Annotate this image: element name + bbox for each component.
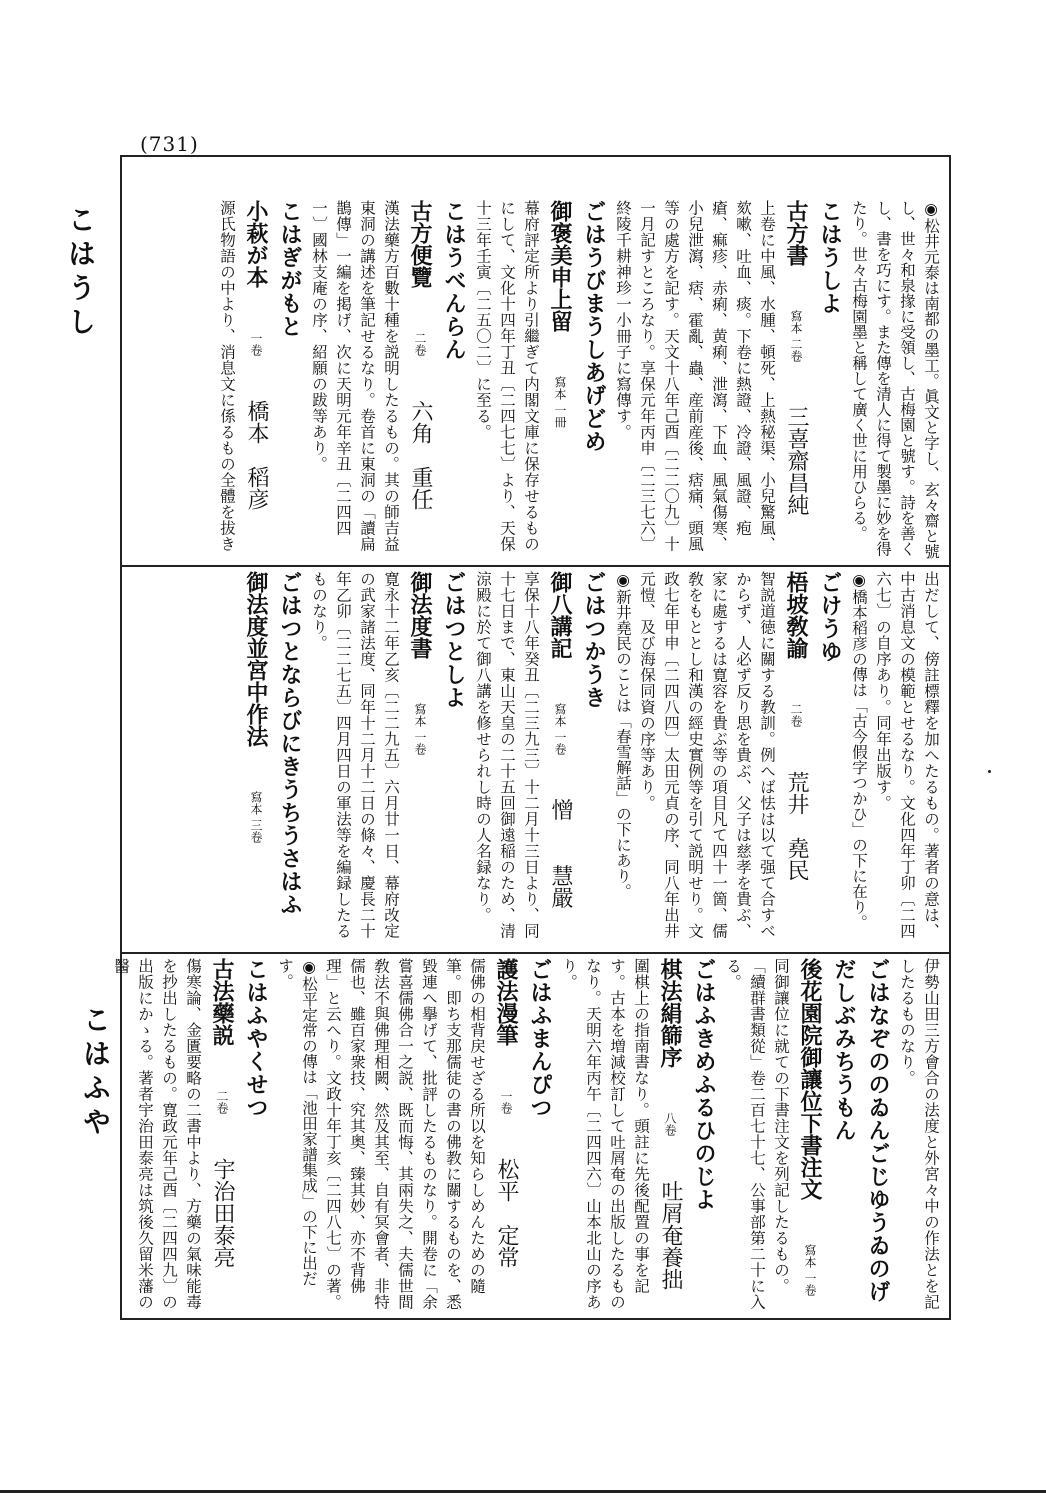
entry-author: 荒井 堯民 — [784, 771, 809, 881]
entry-reading: こはうべんらん — [441, 200, 467, 361]
entry-reading: ごはうびまうしあげどめ — [581, 200, 607, 453]
entry-title-line — [239, 571, 273, 947]
entry-volumes: 寫本 二卷 — [789, 310, 803, 362]
entry-title-line — [403, 571, 437, 947]
section-top — [128, 200, 943, 560]
biographical-note: ◉松井元泰は南都の墨工。眞文と字し、玄々齋と號し、世々和泉掾に受領し、古梅園と號す。詩を善くし、書を巧にす。また傳を清人に得て製墨に妙を得たり。世々古梅園墨と稱して廣く世に用ひらる。 — [850, 200, 940, 559]
entry-reading: ごはなぞののゐんごじゆうゐのげだしぶみちうもん — [831, 958, 891, 1303]
entry-reading: こはぎがもと — [277, 200, 303, 338]
entry-description: 寛永十二年乙亥〔二二九五〕六月廿一日、幕府改定の武家諸法度、同年十二月十二日の條々、慶長二十年乙卯〔二二七五〕四月四日の軍法等を編録したるものなり。 — [310, 571, 400, 939]
entry-title-line — [779, 571, 813, 947]
entry-description: 圍棋上の指南書なり。頭註に先後配置の事を記す。古本を増減校訂して吐屑奄の出版したるものなり。天明六年丙午〔二四四六〕山本北山の序あり。 — [560, 958, 650, 1310]
entry-volumes: 寫本 一卷 — [803, 1244, 817, 1296]
entry-title-line — [239, 200, 273, 560]
entry-author: 松平 定常 — [494, 1158, 519, 1268]
entry-title-line — [543, 200, 577, 560]
entry-title-line — [205, 958, 239, 1313]
entry-title: 御褒美申上留 — [547, 200, 573, 332]
entry-title-line — [489, 958, 523, 1313]
entry-title: 古法藥説 — [209, 958, 235, 1046]
entry-title-line — [653, 958, 687, 1313]
entry-description: 上卷に中風、水腫、頓死、上熱秘渠、小兒驚風、欬嗽、吐血、痰。下卷に熱證、冷證、風證、疱瘡、痲疹、赤痢、黄痢、泄瀉、下血、風氣傷寒、小兒泄瀉、痞、霍亂、蟲、産前産後、痞痛、頭風等の處方を記す。天文十八年己酉〔二二〇九〕十一月記すところなり。享保元年丙申〔二三七六〕終陵千耕神珍一小冊子に寫傳す。 — [614, 200, 776, 552]
section-top-text — [128, 200, 943, 560]
entry-title-line — [779, 200, 813, 560]
entry-title: 棋法絹篩序 — [657, 958, 683, 1068]
entry-title-line — [403, 200, 437, 560]
running-headword-bottom: こはふや — [79, 1005, 112, 1141]
entry-description: 源氏物語の中より、消息文に係るもの全體を拔き — [218, 200, 236, 552]
entry-author: 三喜齋昌純 — [784, 405, 809, 516]
bottom-rule — [0, 1490, 1046, 1493]
biographical-note: ◉新井堯民のことは「春雪解話」の下にあり。 — [614, 571, 632, 899]
speck-mark — [988, 770, 991, 773]
page-number: (731) — [140, 132, 199, 156]
entry-description: 享保十八年癸丑〔二三九三〕十二月十三日より、同十七日まで、東山天皇の二十五回御遠稲のため、清涼殿に於て御八講を修せられし時の人名録なり。 — [474, 571, 540, 939]
entry-title: 御法度並宮中作法 — [243, 571, 269, 747]
entry-reading: こはうしよ — [817, 200, 843, 315]
entry-author: 六角 重任 — [408, 400, 433, 510]
section-middle — [128, 571, 943, 947]
section-bottom — [112, 958, 943, 1313]
entry-author: 橋本 稻彦 — [244, 400, 269, 510]
entry-description: 伊勢山田三方會合の法度と外宮々中の作法とを記したるものなり。 — [898, 958, 940, 1310]
entry-volumes: 二卷 — [789, 703, 803, 727]
entry-reading: ごはふまんぴつ — [527, 958, 553, 1119]
section-divider-2 — [120, 952, 951, 954]
entry-title: 御法度書 — [407, 571, 433, 659]
entry-volumes: 二卷 — [413, 332, 427, 356]
entry-title: 後花園院御讓位下書注文 — [797, 958, 823, 1200]
entry-title-line — [793, 958, 827, 1313]
entry-title: 古方書 — [783, 200, 809, 266]
running-headword-top: こはうし — [64, 205, 97, 341]
entry-reading: ごけうゆ — [817, 571, 843, 663]
entry-volumes: 寫本 一卷 — [553, 703, 567, 755]
entry-description: 同御讓位に就ての下書注文を列記したるもの。「續群書類從」卷二百七十七、公事部第二十に入る。 — [724, 958, 790, 1310]
entry-volumes: 一卷 — [499, 1090, 513, 1114]
entry-description: 漢法藥方百數十種を説明したるもの。其の師吉益東洞の講述を筆記せるなり。卷首に東洞の「讀扁鵲傳」一編を掲げ、次に天明元年辛丑〔二四四一〕國林支庵の序、紹願の跋等あり。 — [310, 200, 400, 552]
entry-description: 傷寒論、金匱要略の二書中より、方藥の氣味能毒を抄出したるもの。寛政元年己酉〔二四四九〕の出版にかゝる。著者宇治田泰亮は筑後久留米藩の醫 — [112, 958, 202, 1310]
entry-description: 智説道徳に關する教訓。例へば怯は以て强て合すべからず、人必ず反り思を貴ぶ、父子は慈孝を貴ぶ、家に處するは寛容を貴ぶ等の項目凡て四十一箇、儒敎をもととし和漢の經史實例等を引て説明せり。文政七年甲申〔二四八四〕太田元貞の序、同八年出井元愷、及び海保同資の序等あり。 — [638, 571, 776, 939]
entry-title: 御八講記 — [547, 571, 573, 659]
entry-description: 儒佛の相背戻せざる所以を知らしめんための隨筆。即ち支那儒徒の書の佛教に關するものを、悉毀連へ擧げて、批評したるものなり。開卷に「余嘗喜儒佛合一之説、既而悔、其兩失之、夫儒世間敎法不與佛理相闕、然及其至、自有冥會者、非特儒也、雖百家衆技、究其奥、臻其妙、亦不背佛理」と云へり。文政十年丁亥〔二四八七〕の著。 — [324, 958, 486, 1310]
section-bottom-text — [112, 958, 943, 1313]
entry-reading: こはふやくせつ — [243, 958, 269, 1119]
biographical-note: ◉松平定常の傳は「池田家譜集成」の下に出だす。 — [276, 958, 318, 1286]
entry-description: 出だして、傍註標釋を加へたるもの。著者の意は、中古消息文の模範とせるなり。文化四年丁卯〔二四六七〕の自序あり。同年出版す。 — [874, 571, 940, 939]
entry-description: 幕府評定所より引繼ぎて内閣文庫に保存せるものにして、文化十四年丁丑〔二四七七〕より、天保十三年壬寅〔二五〇二〕に至る。 — [474, 200, 540, 552]
entry-author: 憎 慧嚴 — [548, 798, 573, 909]
entry-volumes: 寫本 一卷 — [413, 703, 427, 755]
section-divider-1 — [120, 565, 951, 567]
entry-author: 吐屑奄養拙 — [658, 1180, 683, 1290]
section-middle-text — [128, 571, 943, 947]
entry-reading: ごはつとならびにきうちうさはふ — [277, 571, 303, 916]
entry-reading: ごはふきめふるひのじよ — [691, 958, 717, 1211]
entry-volumes: 寫本 一冊 — [553, 376, 567, 428]
entry-volumes: 寫本 三卷 — [249, 791, 263, 843]
entry-author: 宇治田泰亮 — [210, 1158, 235, 1268]
entry-title: 小萩が本 — [243, 200, 269, 288]
entry-title: 梧坡敎諭 — [783, 571, 809, 659]
entry-volumes: 二卷 — [215, 1090, 229, 1114]
biographical-note: ◉橋本稻彦の傳は「古今假字つかひ」の下に在り。 — [850, 571, 868, 930]
entry-volumes: 八卷 — [663, 1112, 677, 1136]
entry-title: 古方便覽 — [407, 200, 433, 288]
entry-title-line — [543, 571, 577, 947]
entry-reading: ごはつかうき — [581, 571, 607, 709]
entry-volumes: 一卷 — [249, 332, 263, 356]
entry-reading: ごはつとしよ — [441, 571, 467, 709]
entry-title: 護法漫筆 — [493, 958, 519, 1046]
